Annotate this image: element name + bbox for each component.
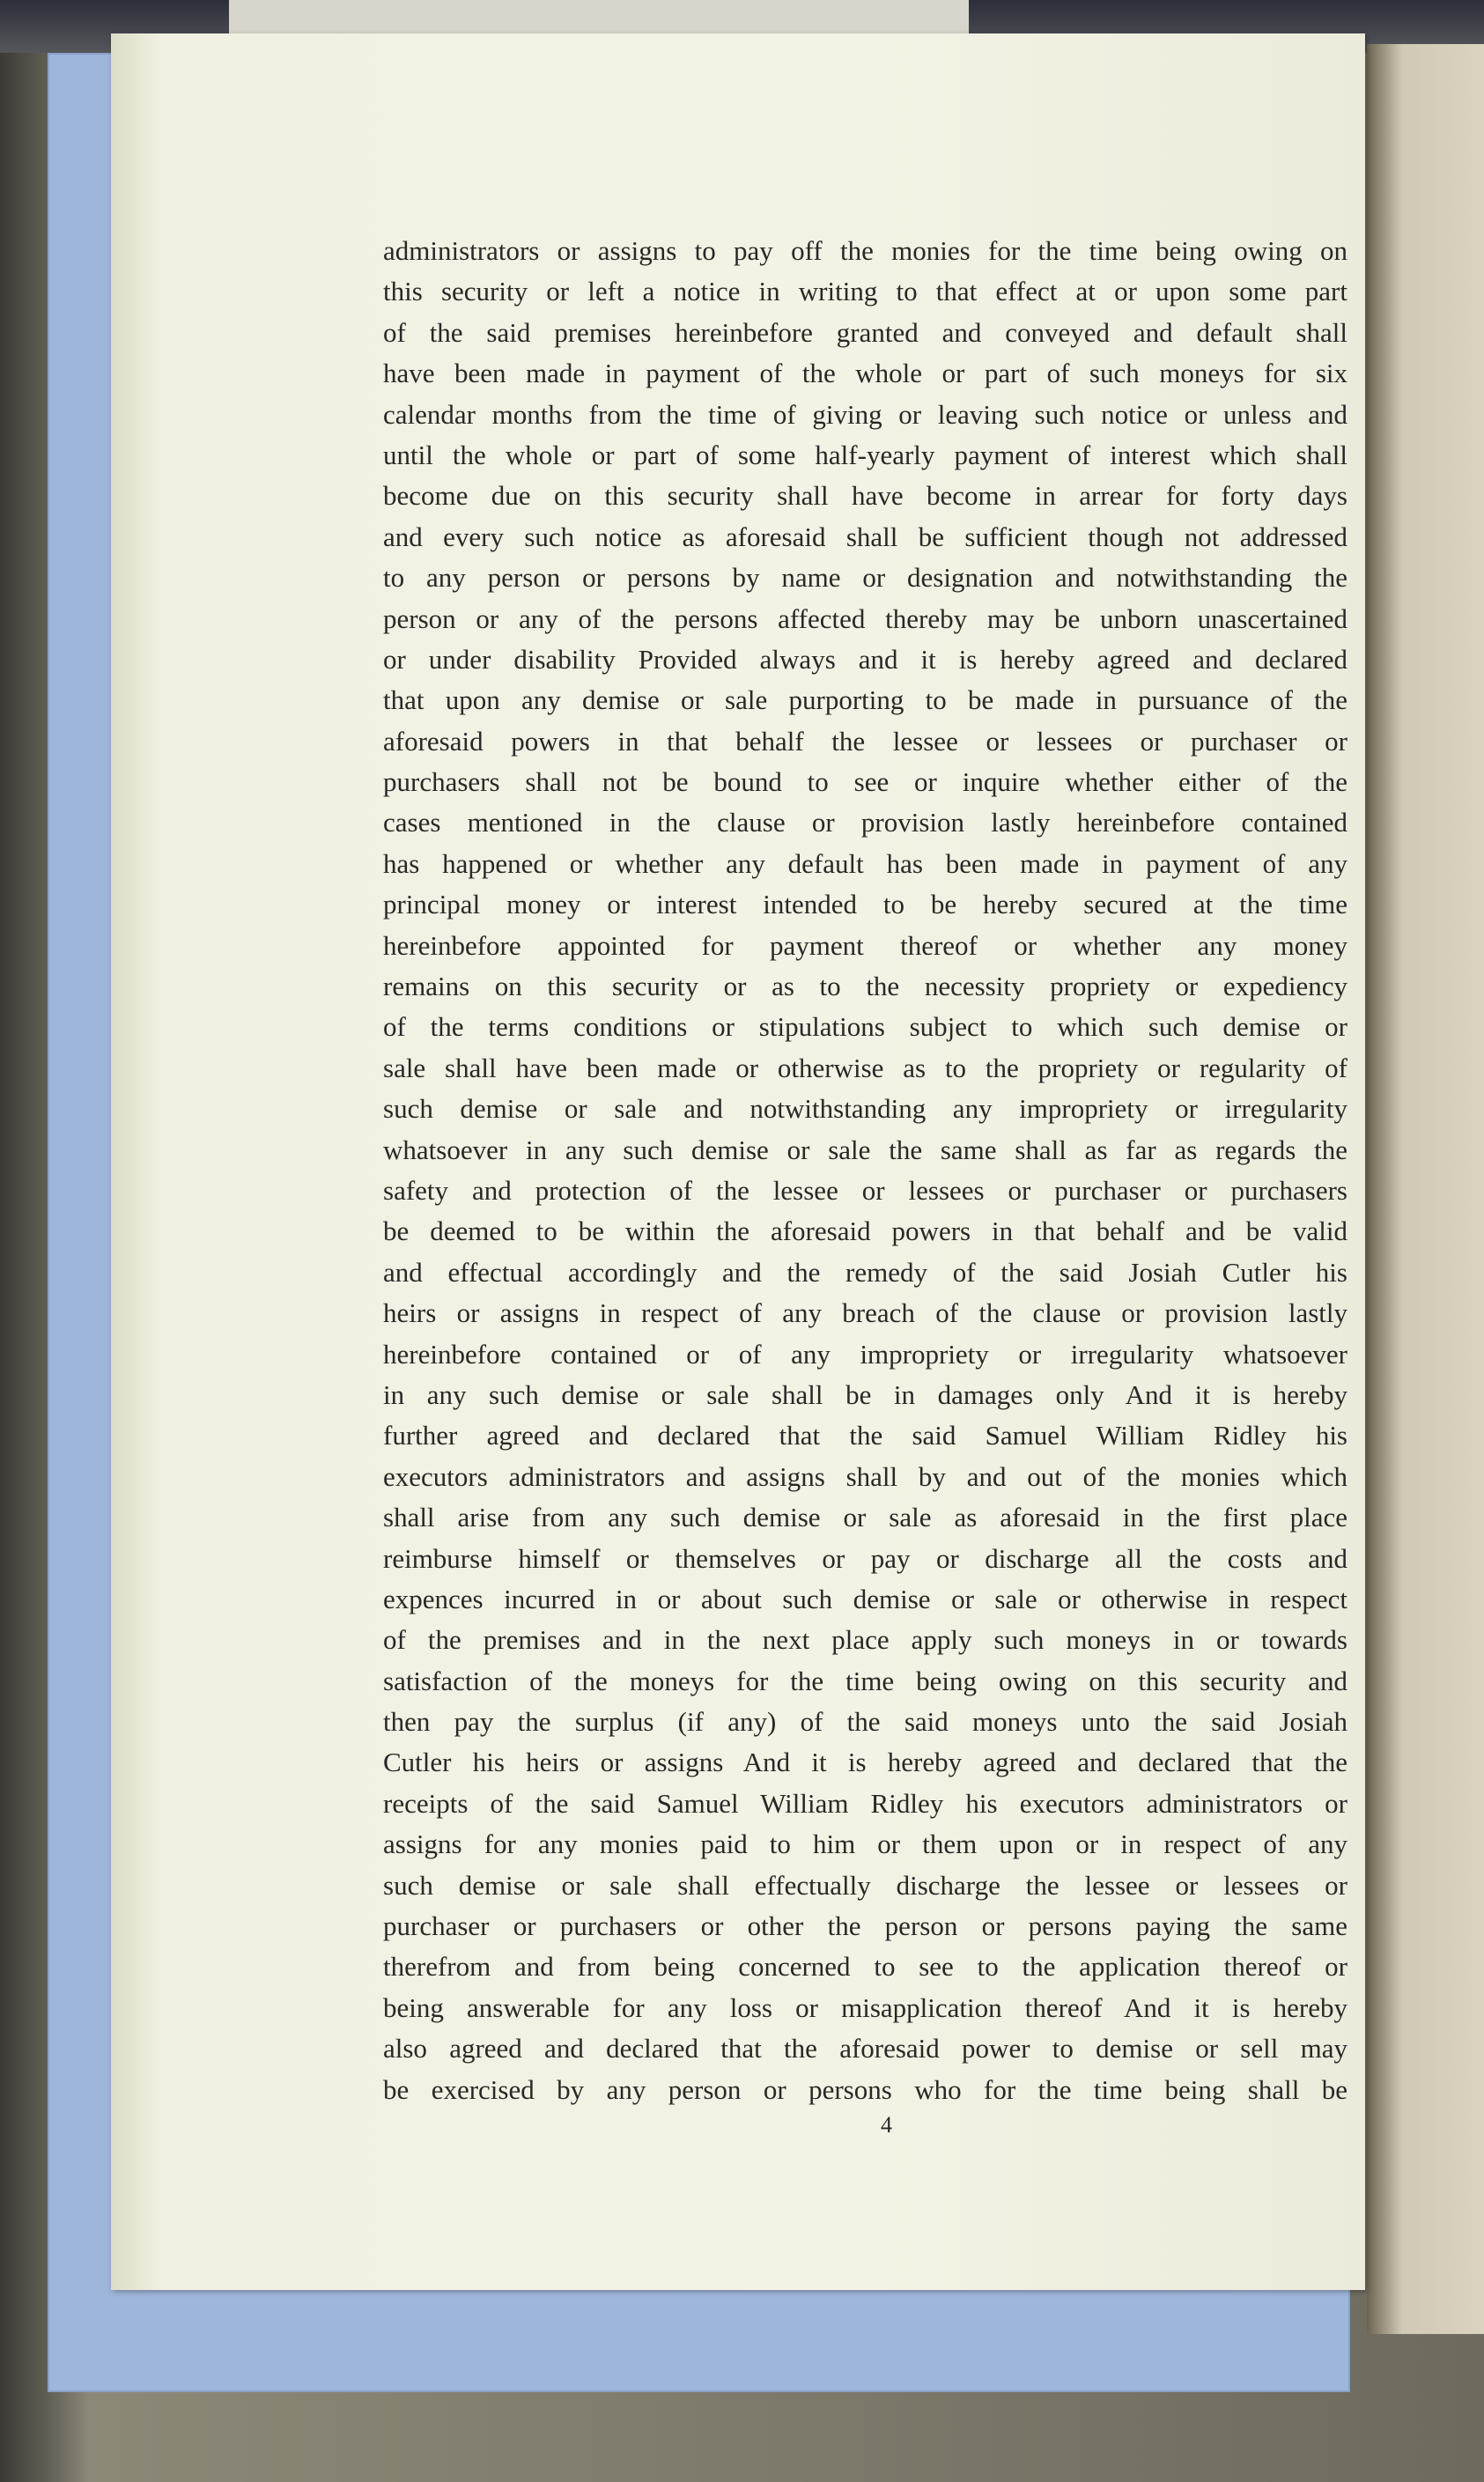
text-line: purchaser or purchasers or other the person or persons paying the same — [383, 1910, 1347, 1942]
text-line: being answerable for any loss or misapplication thereof And it is hereby — [383, 1991, 1347, 2023]
text-line: and effectual accordingly and the remedy of the said Josiah Cutler his — [383, 1256, 1347, 1288]
text-line: hereinbefore appointed for payment thereof or whether any money — [383, 929, 1347, 961]
text-line: assigns for any monies paid to him or them upon or in respect of any — [383, 1828, 1347, 1860]
text-line: principal money or interest intended to be hereby secured at the time — [383, 889, 1347, 920]
text-line: until the whole or part of some half-yearly payment of interest which shall — [383, 439, 1347, 470]
text-line: executors administrators and assigns shall by and out of the monies which — [383, 1460, 1347, 1492]
text-line: sale shall have been made or otherwise as to the propriety or regularity of — [383, 1052, 1347, 1083]
text-line: also agreed and declared that the aforesaid power to demise or sell may — [383, 2033, 1347, 2065]
text-line: then pay the surplus (if any) of the said moneys unto the said Josiah — [383, 1706, 1347, 1738]
adjacent-page-edge — [1367, 44, 1484, 2334]
text-line: remains on this security or as to the necessity propriety or expediency — [383, 971, 1347, 1002]
text-line: expences incurred in or about such demise or sale or otherwise in respect — [383, 1583, 1347, 1614]
text-line: of the premises and in the next place apply such moneys in or towards — [383, 1624, 1347, 1656]
text-line: of the terms conditions or stipulations subject to which such demise or — [383, 1011, 1347, 1043]
text-line: shall arise from any such demise or sale as aforesaid in the first place — [383, 1502, 1347, 1533]
text-line: hereinbefore contained or of any impropriety or irregularity whatsoever — [383, 1338, 1347, 1370]
text-line: aforesaid powers in that behalf the lessee or lessees or purchaser or — [383, 725, 1347, 757]
text-line: administrators or assigns to pay off the monies for the time being owing on — [383, 235, 1347, 266]
text-line: that upon any demise or sale purporting to be made in pursuance of the — [383, 684, 1347, 716]
body-text — [383, 231, 1347, 2110]
text-line: satisfaction of the moneys for the time being owing on this security and — [383, 1665, 1347, 1696]
text-line: calendar months from the time of giving or leaving such notice or unless and — [383, 398, 1347, 430]
text-line: receipts of the said Samuel William Ridley his executors administrators or — [383, 1787, 1347, 1819]
text-line: such demise or sale shall effectually discharge the lessee or lessees or — [383, 1869, 1347, 1901]
text-line: Cutler his heirs or assigns And it is hereby agreed and declared that the — [383, 1747, 1347, 1778]
text-line: become due on this security shall have become in arrear for forty days — [383, 480, 1347, 512]
text-line: this security or left a notice in writing to that effect at or upon some part — [383, 276, 1347, 307]
text-line: reimburse himself or themselves or pay or discharge all the costs and — [383, 1542, 1347, 1574]
text-line: in any such demise or sale shall be in damages only And it is hereby — [383, 1378, 1347, 1410]
text-line: of the said premises hereinbefore granted and conveyed and default shall — [383, 316, 1347, 348]
text-line: or under disability Provided always and it is hereby agreed and declared — [383, 643, 1347, 675]
text-line: whatsoever in any such demise or sale the same shall as far as regards the — [383, 1134, 1347, 1165]
text-line: purchasers shall not be bound to see or inquire whether either of the — [383, 766, 1347, 798]
text-line: have been made in payment of the whole or part of such moneys for six — [383, 358, 1347, 389]
page-number: 4 — [881, 2112, 892, 2138]
text-line: further agreed and declared that the said Samuel William Ridley his — [383, 1420, 1347, 1452]
text-line: be deemed to be within the aforesaid powers in that behalf and be valid — [383, 1215, 1347, 1247]
text-line: cases mentioned in the clause or provision lastly hereinbefore contained — [383, 807, 1347, 838]
text-line: be exercised by any person or persons who for the time being shall be — [383, 2073, 1347, 2105]
text-line: therefrom and from being concerned to see to the application thereof or — [383, 1951, 1347, 1983]
text-line: safety and protection of the lessee or lessees or purchaser or purchasers — [383, 1174, 1347, 1206]
text-line: such demise or sale and notwithstanding any impropriety or irregularity — [383, 1093, 1347, 1125]
text-line: person or any of the persons affected thereby may be unborn unascertained — [383, 602, 1347, 634]
text-line: and every such notice as aforesaid shall be sufficient though not addressed — [383, 521, 1347, 552]
text-line: heirs or assigns in respect of any breach of the clause or provision lastly — [383, 1297, 1347, 1329]
text-line: has happened or whether any default has been made in payment of any — [383, 847, 1347, 879]
text-line: to any person or persons by name or designation and notwithstanding the — [383, 562, 1347, 594]
